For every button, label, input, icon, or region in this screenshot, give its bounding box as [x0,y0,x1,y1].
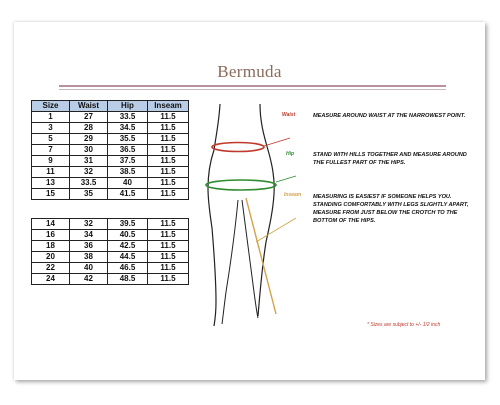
table-row [32,274,189,285]
body-measurement-figure [190,102,300,332]
table-row [32,219,189,230]
waist-label: Waist [282,112,296,118]
table-row [32,252,189,263]
size-cell: 18 [32,241,70,252]
waist-cell: 29 [70,134,108,145]
waist-cell: 40 [70,263,108,274]
inseam-cell: 11.5 [148,145,189,156]
table-header-row [32,101,189,112]
size-cell: 5 [32,134,70,145]
inseam-instruction-line3: MEASURE FROM JUST BELOW THE CROTCH TO THE [313,210,458,216]
waist-leader [264,138,290,146]
hip-cell: 44.5 [108,252,148,263]
inseam-cell: 11.5 [148,112,189,123]
inseam-cell: 11.5 [148,230,189,241]
table-row [32,230,189,241]
hip-cell: 38.5 [108,167,148,178]
table-row [32,189,189,200]
hip-cell: 42.5 [108,241,148,252]
size-cell: 20 [32,252,70,263]
header-inseam: Inseam [148,101,189,112]
hip-leader [276,176,296,182]
hip-marker [206,180,276,190]
table-row [32,123,189,134]
header-hip: Hip [108,101,148,112]
sizing-disclaimer: * Sizes are subject to +/- 1/2 inch [367,322,441,328]
inseam-cell: 11.5 [148,274,189,285]
inseam-cell: 11.5 [148,123,189,134]
waist-cell: 35 [70,189,108,200]
waist-cell: 32 [70,167,108,178]
hip-cell: 40.5 [108,230,148,241]
waist-cell: 42 [70,274,108,285]
inseam-instruction-line4: BOTTOM OF THE HIPS. [313,218,376,224]
inseam-instruction-line2: STANDING COMFORTABLY WITH LEGS SLIGHTLY APART, [313,202,469,208]
table-row [32,134,189,145]
waist-cell: 34 [70,230,108,241]
waist-instruction: MEASURE AROUND WAIST AT THE NARROWEST POINT. [313,113,466,119]
title-divider-thin [59,89,446,90]
size-cell: 22 [32,263,70,274]
size-cell: 16 [32,230,70,241]
waist-cell: 30 [70,145,108,156]
waist-cell: 27 [70,112,108,123]
table-row [32,112,189,123]
inseam-leader [256,218,296,242]
inseam-cell: 11.5 [148,167,189,178]
figure-inner-left-leg [222,200,238,324]
inseam-cell: 11.5 [148,178,189,189]
inseam-cell: 11.5 [148,156,189,167]
hip-cell: 34.5 [108,123,148,134]
waist-cell: 36 [70,241,108,252]
hip-cell: 48.5 [108,274,148,285]
size-cell: 13 [32,178,70,189]
figure-right-outline [258,104,274,316]
table-row [32,178,189,189]
hip-cell: 40 [108,178,148,189]
waist-cell: 38 [70,252,108,263]
header-size: Size [32,101,70,112]
size-cell: 9 [32,156,70,167]
waist-cell: 32 [70,219,108,230]
figure-left-outline [208,104,220,326]
inseam-instruction-line1: MEASURING IS EASIEST IF SOMEONE HELPS YOU. [313,194,452,200]
table-row [32,167,189,178]
hip-cell: 39.5 [108,219,148,230]
size-cell: 24 [32,274,70,285]
inseam-cell: 11.5 [148,189,189,200]
hip-cell: 36.5 [108,145,148,156]
waist-marker [212,143,264,152]
inseam-cell: 11.5 [148,134,189,145]
table-row [32,156,189,167]
table-row [32,241,189,252]
page-title: Bermuda [217,62,282,81]
hip-instruction-line2: THE FULLEST PART OF THE HIPS. [313,160,406,166]
size-table-bottom [31,218,189,285]
size-cell: 14 [32,219,70,230]
header-waist: Waist [70,101,108,112]
hip-cell: 37.5 [108,156,148,167]
inseam-cell: 11.5 [148,241,189,252]
size-cell: 3 [32,123,70,134]
size-chart-sheet [14,22,485,380]
size-table-top [31,100,189,200]
waist-cell: 31 [70,156,108,167]
size-cell: 11 [32,167,70,178]
figure-inner-right-leg [242,200,258,318]
table-row [32,263,189,274]
hip-cell: 46.5 [108,263,148,274]
hip-label: Hip [286,151,295,157]
hip-cell: 41.5 [108,189,148,200]
size-cell: 7 [32,145,70,156]
inseam-cell: 11.5 [148,252,189,263]
hip-cell: 33.5 [108,112,148,123]
table-row [32,145,189,156]
hip-instruction-line1: STAND WITH HILLS TOGETHER AND MEASURE AROUND [313,152,467,158]
hip-cell: 35.5 [108,134,148,145]
inseam-label: Inseam [284,192,302,198]
size-cell: 15 [32,189,70,200]
inseam-cell: 11.5 [148,263,189,274]
title-divider [59,85,446,87]
waist-cell: 33.5 [70,178,108,189]
inseam-cell: 11.5 [148,219,189,230]
size-cell: 1 [32,112,70,123]
waist-cell: 28 [70,123,108,134]
